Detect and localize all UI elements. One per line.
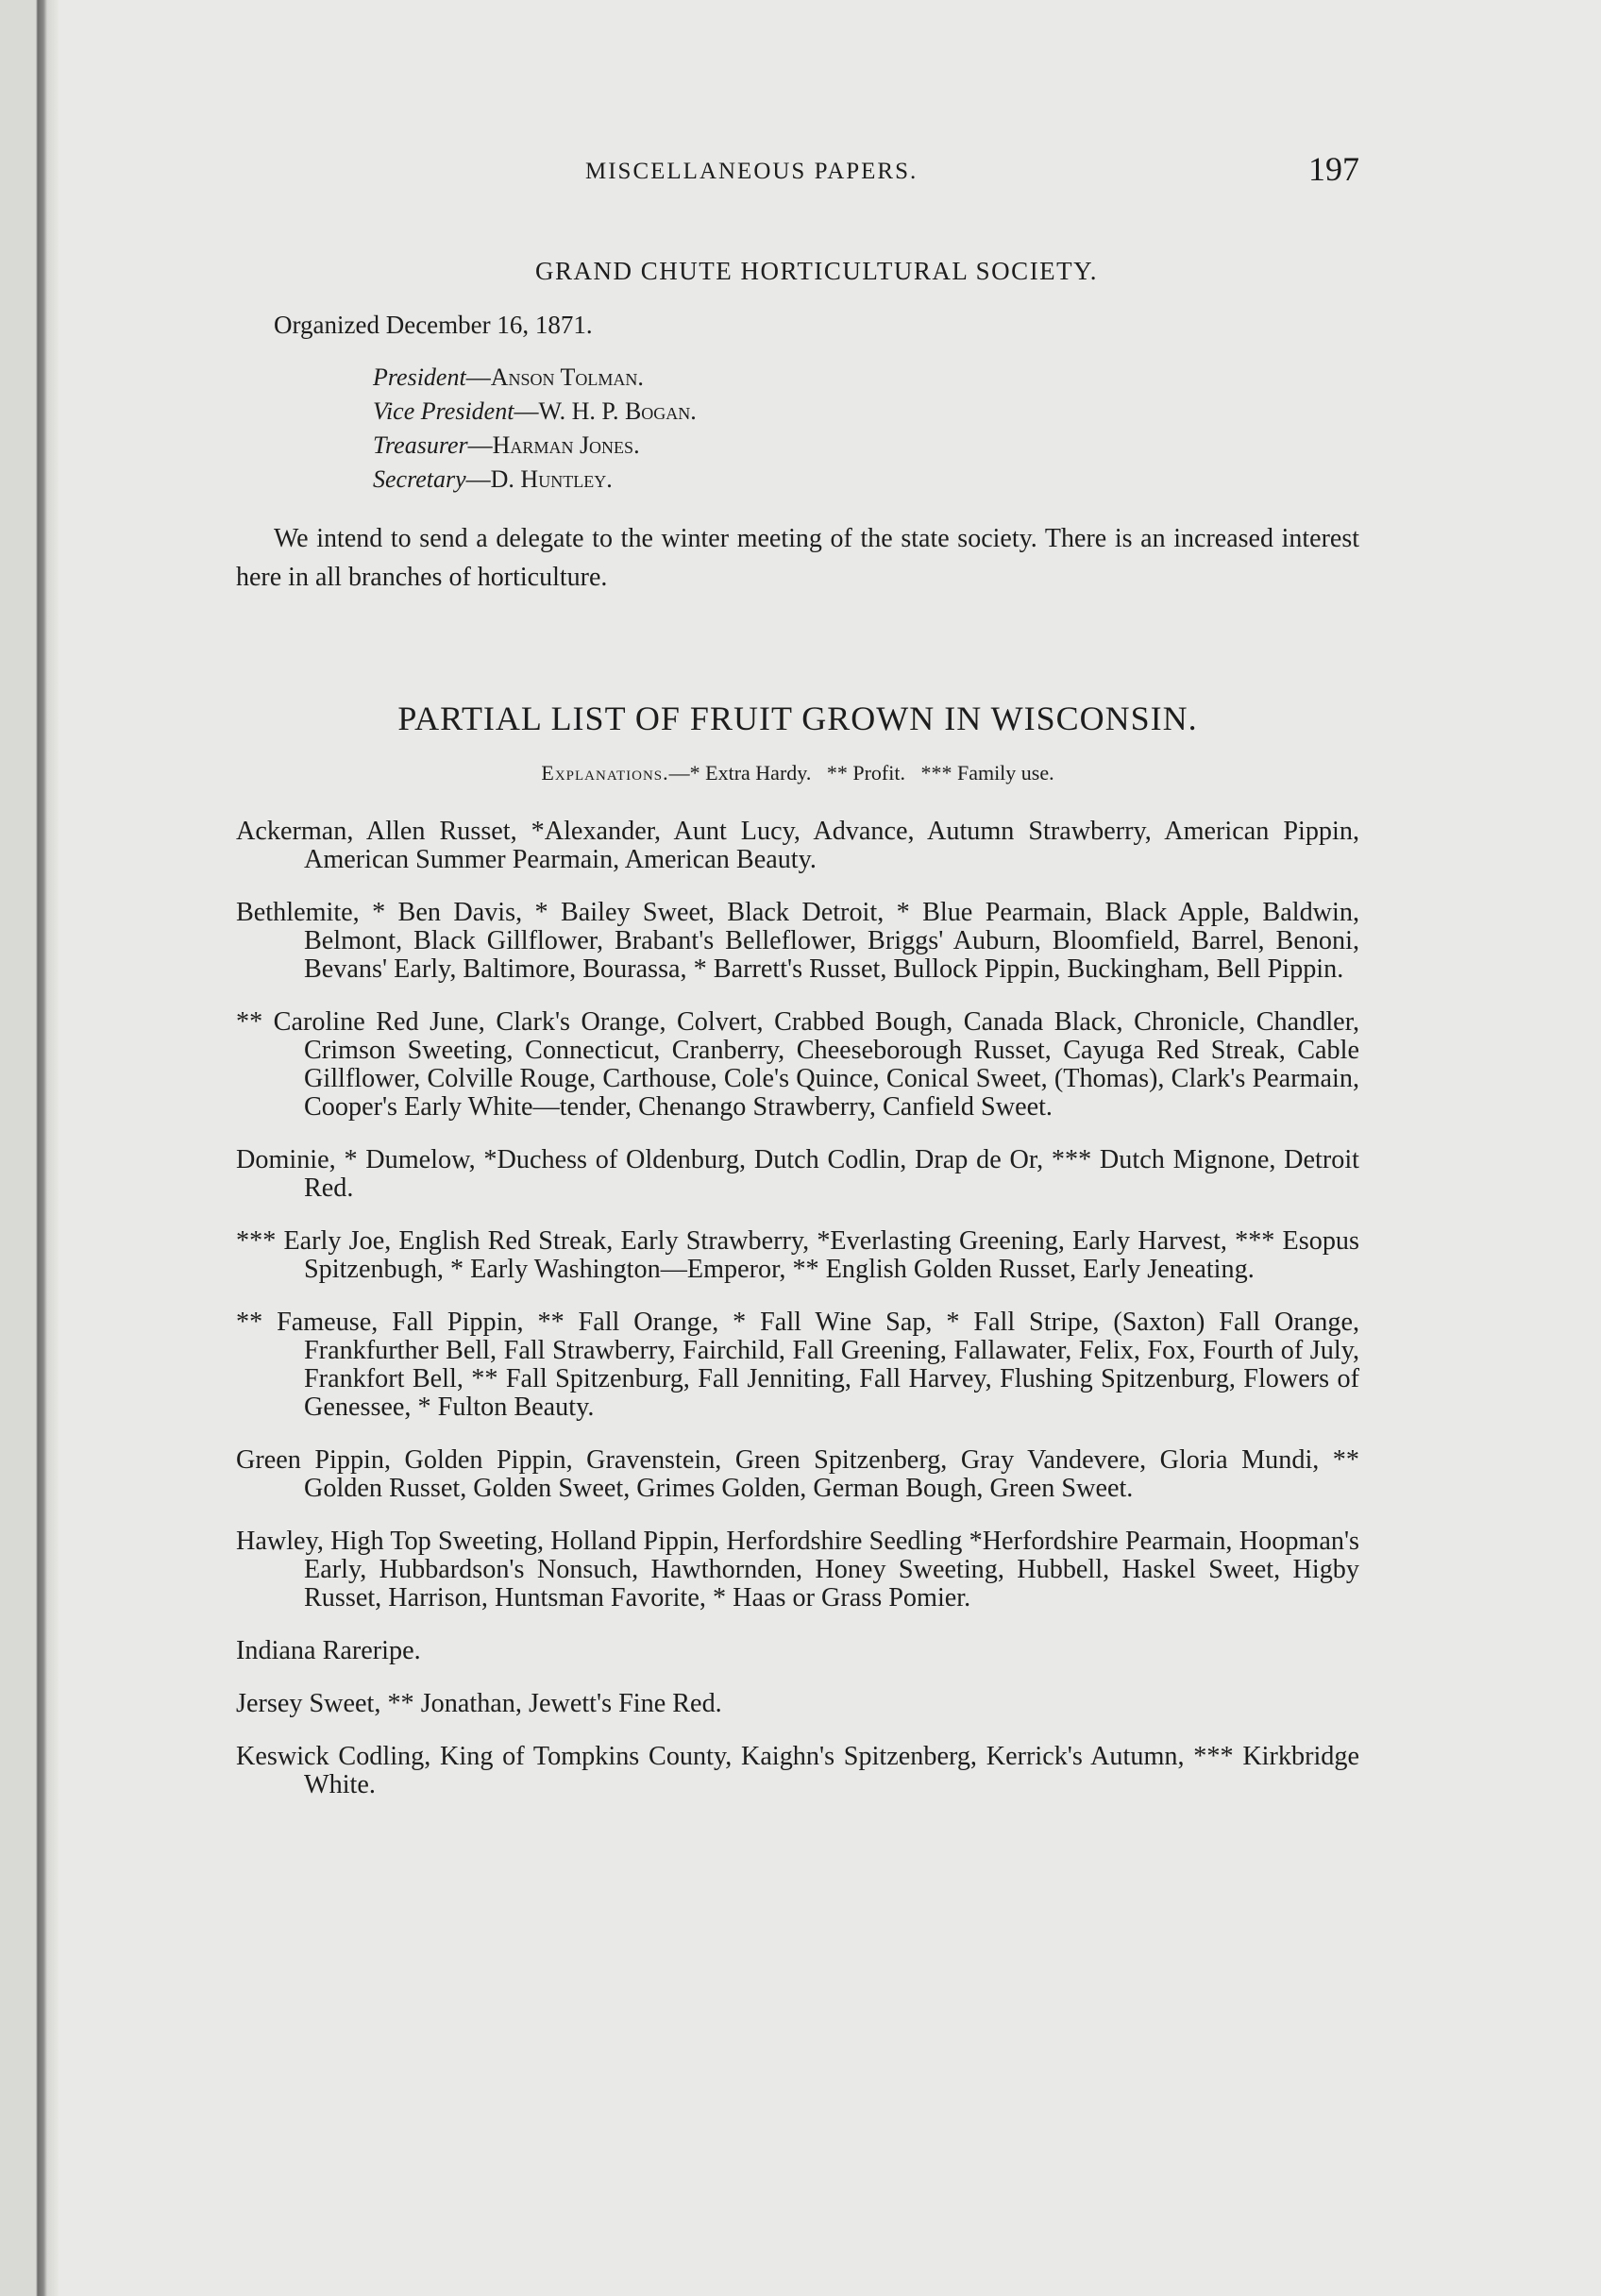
fruit-entry-a: Ackerman, Allen Russet, *Alexander, Aunt Lucy, Advance, Autumn Strawberry, American Pippin, American Summer Pearmain, American Beauty.: [236, 817, 1359, 874]
officer-role: Treasurer: [373, 431, 468, 459]
fruit-entry-d: Dominie, * Dumelow, *Duchess of Oldenburg, Dutch Codlin, Drap de Or, *** Dutch Mignone, Detroit Red.: [236, 1145, 1359, 1203]
officer-name: D. Huntley.: [490, 465, 613, 493]
running-head-title: MISCELLANEOUS PAPERS.: [585, 159, 918, 184]
fruit-entry-b: Bethlemite, * Ben Davis, * Bailey Sweet, Black Detroit, * Blue Pearmain, Black Apple, Baldwin, Belmont, Black Gillflower, Brabant's Belleflower, Briggs' Auburn, Bloomfield, Barrel, Benoni, Bevans' Early, Baltimore, Bourassa, * Barrett's Russet, Bullock Pippin, Buckingham, Bell Pippin.: [236, 898, 1359, 984]
fruit-entry-g: Green Pippin, Golden Pippin, Gravenstein, Green Spitzenberg, Gray Vandevere, Gloria Mundi, ** Golden Russet, Golden Sweet, Grimes Golden, German Bough, Green Sweet.: [236, 1445, 1359, 1503]
page-binding-edge: [0, 0, 59, 2296]
officer-vice-president: Vice President—W. H. P. Bogan.: [373, 397, 697, 425]
officer-president: President—Anson Tolman.: [373, 363, 644, 391]
fruit-entry-e: *** Early Joe, English Red Streak, Early Strawberry, *Everlasting Greening, Early Harvest, *** Esopus Spitzenbugh, * Early Washington—Emperor, ** English Golden Russet, Early Jeneating.: [236, 1226, 1359, 1284]
fruit-entry-i: Indiana Rareripe.: [236, 1636, 421, 1665]
society-paragraph: We intend to send a delegate to the winter meeting of the state society. There is an increased interest here in all branches of horticulture.: [236, 524, 1359, 592]
explanations-text: —* Extra Hardy. ** Profit. *** Family use.: [668, 761, 1054, 785]
organized-date: Organized December 16, 1871.: [274, 311, 593, 339]
running-head: [236, 142, 1359, 198]
fruit-entry-j: Jersey Sweet, ** Jonathan, Jewett's Fine Red.: [236, 1689, 722, 1718]
officer-role: Secretary: [373, 465, 466, 493]
officer-role: Vice President: [373, 397, 514, 425]
officers-list: [236, 361, 1359, 497]
book-page: [236, 142, 1359, 1799]
explanations-label: Explanations.: [541, 761, 669, 785]
fruit-entry-k: Keswick Codling, King of Tompkins County, Kaighn's Spitzenberg, Kerrick's Autumn, *** Kirkbridge White.: [236, 1742, 1359, 1799]
officer-name: Harman Jones.: [492, 431, 640, 459]
society-heading: GRAND CHUTE HORTICULTURAL SOCIETY.: [535, 257, 1098, 285]
officer-role: President: [373, 363, 466, 391]
fruit-list-title: PARTIAL LIST OF FRUIT GROWN IN WISCONSIN.: [397, 700, 1198, 737]
officer-name: Anson Tolman.: [490, 363, 644, 391]
fruit-entry-f: ** Fameuse, Fall Pippin, ** Fall Orange, * Fall Wine Sap, * Fall Stripe, (Saxton) Fall Orange, Frankfurther Bell, Fall Strawberry, Fairchild, Fall Greening, Fallawater, Felix, Fox, Fourth of July, Frankfort Bell, ** Fall Spitzenburg, Fall Jenniting, Fall Harvey, Flushing Spitzenburg, Flowers of Genessee, * Fulton Beauty.: [236, 1308, 1359, 1422]
page-number: 197: [1308, 150, 1359, 188]
explanations-line: [236, 761, 1359, 785]
officer-secretary: Secretary—D. Huntley.: [373, 465, 613, 493]
fruit-entry-h: Hawley, High Top Sweeting, Holland Pippin, Herfordshire Seedling *Herfordshire Pearmain, Hoopman's Early, Hubbardson's Nonsuch, Hawthornden, Honey Sweeting, Hubbell, Haskel Sweet, Higby Russet, Harrison, Huntsman Favorite, * Haas or Grass Pomier.: [236, 1527, 1359, 1612]
officer-name: W. H. P. Bogan.: [538, 397, 697, 425]
officer-treasurer: Treasurer—Harman Jones.: [373, 431, 640, 459]
fruit-entry-c: ** Caroline Red June, Clark's Orange, Colvert, Crabbed Bough, Canada Black, Chronicle, Chandler, Crimson Sweeting, Connecticut, Cranberry, Cheeseborough Russet, Cayuga Red Streak, Cable Gillflower, Colville Rouge, Carthouse, Cole's Quince, Conical Sweet, (Thomas), Clark's Pearmain, Cooper's Early White—tender, Chenango Strawberry, Canfield Sweet.: [236, 1007, 1359, 1122]
